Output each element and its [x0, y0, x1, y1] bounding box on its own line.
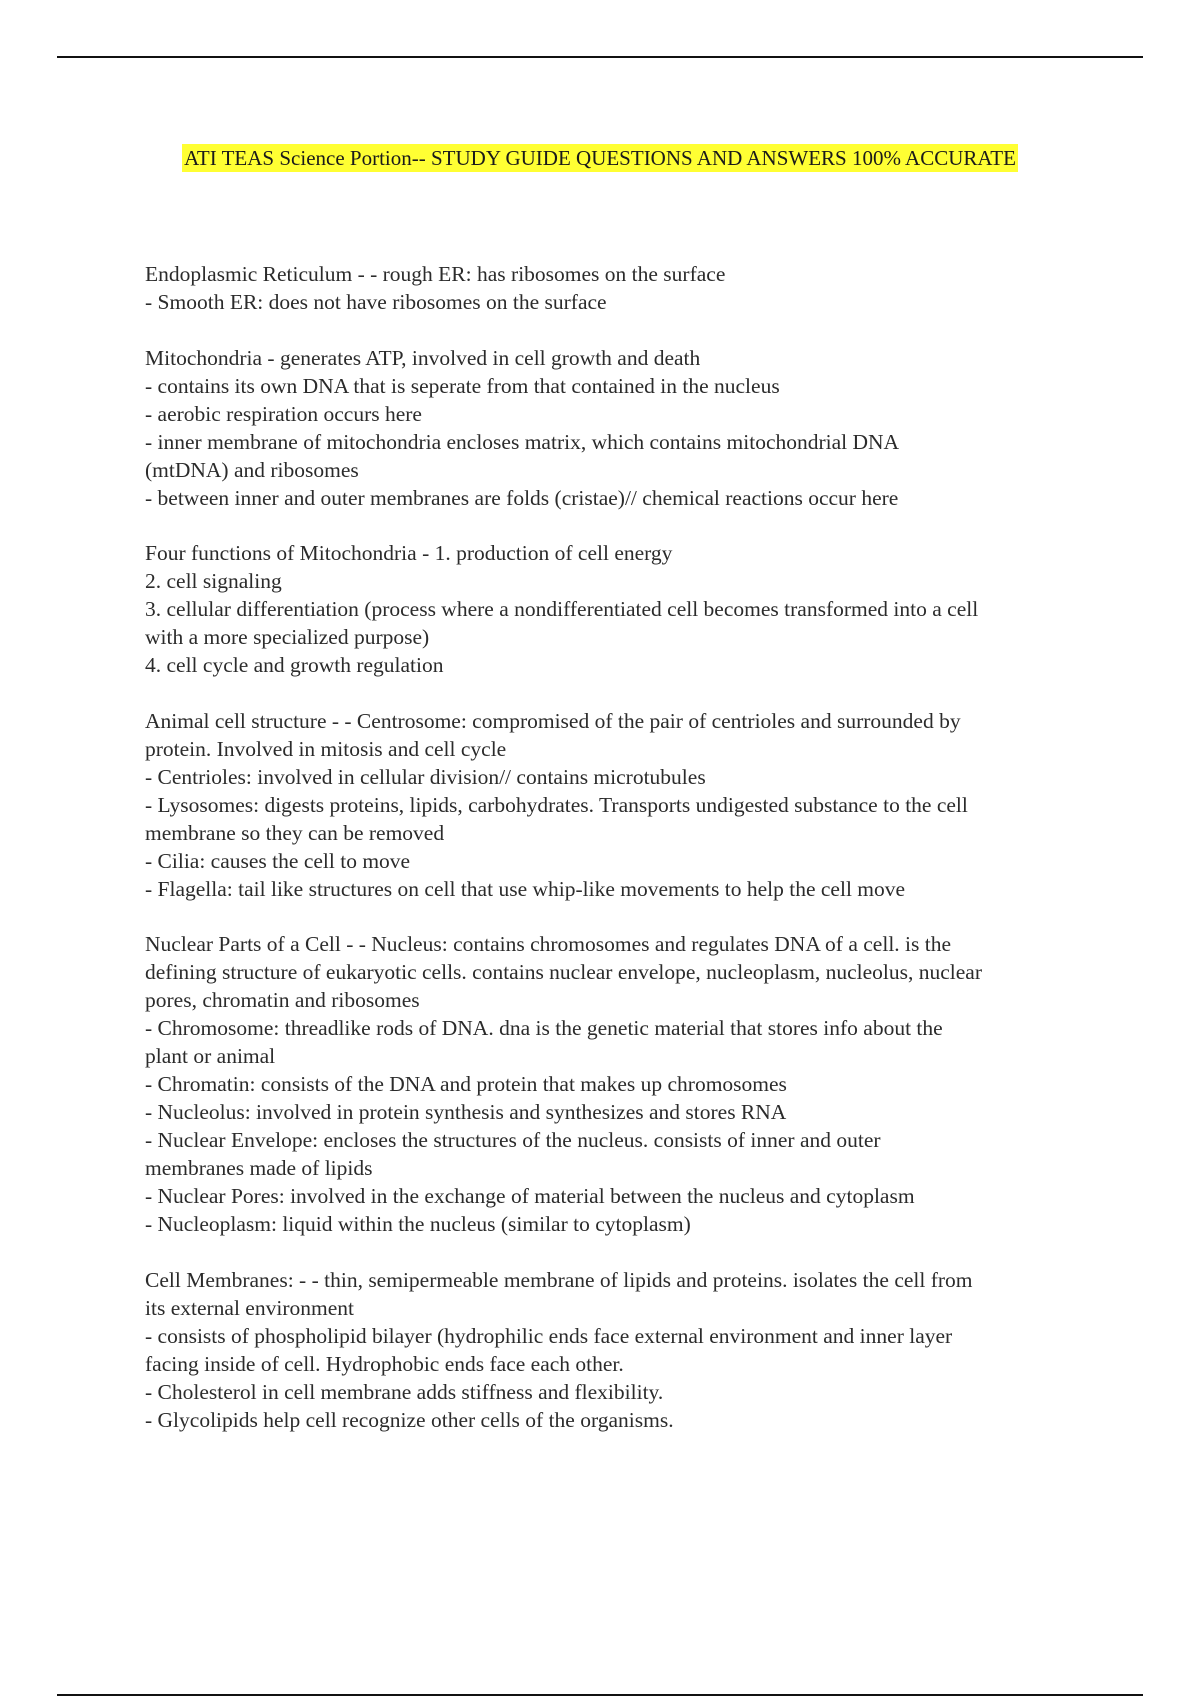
entry-line: - Cholesterol in cell membrane adds stiffness and flexibility. — [145, 1379, 664, 1404]
entry-line: facing inside of cell. Hydrophobic ends face each other. — [145, 1351, 624, 1376]
entry-line: - Nuclear Pores: involved in the exchange of material between the nucleus and cytoplasm — [145, 1184, 915, 1208]
entry-line: - Nucleoplasm: liquid within the nucleus (similar to cytoplasm) — [145, 1212, 691, 1236]
entry-line: Endoplasmic Reticulum - - rough ER: has ribosomes on the surface — [145, 262, 726, 286]
entry-line: membrane so they can be removed — [145, 820, 445, 845]
document-title-container — [0, 144, 1200, 172]
entry-line: with a more specialized purpose) — [145, 625, 430, 649]
entry-line: - Nuclear Envelope: encloses the structures of the nucleus. consists of inner and outer — [145, 1128, 881, 1152]
footer-rule — [57, 1694, 1143, 1696]
entry-line: - Lysosomes: digests proteins, lipids, carbohydrates. Transports undigested substance to the cell — [145, 792, 968, 817]
entry-nuclear-parts — [145, 930, 1100, 1238]
entry-cell-membranes — [145, 1266, 1100, 1434]
entry-line: Nuclear Parts of a Cell - - Nucleus: contains chromosomes and regulates DNA of a cell. is the — [145, 932, 952, 956]
entry-line: Cell Membranes: - - thin, semipermeable membrane of lipids and proteins. isolates the cell from — [145, 1267, 973, 1292]
document-title: ATI TEAS Science Portion-- STUDY GUIDE QUESTIONS AND ANSWERS 100% ACCURATE — [184, 146, 1016, 170]
header-rule — [57, 56, 1143, 58]
entry-mitochondria-functions — [145, 539, 1100, 679]
entry-line: Four functions of Mitochondria - 1. production of cell energy — [145, 541, 673, 565]
entry-line: - Smooth ER: does not have ribosomes on the surface — [145, 290, 607, 314]
entry-line: - Centrioles: involved in cellular division// contains microtubules — [145, 764, 706, 789]
entry-line: - Chromatin: consists of the DNA and protein that makes up chromosomes — [145, 1072, 787, 1096]
entry-line: 2. cell signaling — [145, 569, 282, 593]
entry-line: - Flagella: tail like structures on cell that use whip-like movements to help the cell move — [145, 876, 906, 901]
entry-line: - Nucleolus: involved in protein synthesis and synthesizes and stores RNA — [145, 1100, 787, 1124]
entry-line: - aerobic respiration occurs here — [145, 401, 422, 426]
entry-line: Animal cell structure - - Centrosome: compromised of the pair of centrioles and surrounded by — [145, 708, 961, 733]
entry-line: - inner membrane of mitochondria encloses matrix, which contains mitochondrial DNA — [145, 429, 900, 454]
entry-line: - Glycolipids help cell recognize other cells of the organisms. — [145, 1407, 674, 1432]
study-guide-content — [145, 260, 1100, 1461]
entry-animal-cell-structure — [145, 707, 1100, 903]
entry-line: 4. cell cycle and growth regulation — [145, 653, 444, 677]
entry-mitochondria — [145, 344, 1100, 512]
entry-line: - Chromosome: threadlike rods of DNA. dna is the genetic material that stores info about the — [145, 1016, 943, 1040]
entry-line: 3. cellular differentiation (process where a nondifferentiated cell becomes transformed into a cell — [145, 597, 979, 621]
entry-line: pores, chromatin and ribosomes — [145, 988, 420, 1012]
entry-line: - Cilia: causes the cell to move — [145, 848, 411, 873]
entry-line: plant or animal — [145, 1044, 276, 1068]
entry-line: Mitochondria - generates ATP, involved in cell growth and death — [145, 345, 701, 370]
entry-line: (mtDNA) and ribosomes — [145, 457, 359, 482]
entry-line: defining structure of eukaryotic cells. contains nuclear envelope, nucleoplasm, nucleolus, nuclear — [145, 960, 982, 984]
entry-line: - contains its own DNA that is seperate from that contained in the nucleus — [145, 373, 780, 398]
entry-endoplasmic-reticulum — [145, 260, 1100, 316]
entry-line: - between inner and outer membranes are folds (cristae)// chemical reactions occur here — [145, 485, 899, 510]
entry-line: protein. Involved in mitosis and cell cycle — [145, 736, 507, 761]
entry-line: membranes made of lipids — [145, 1156, 373, 1180]
entry-line: its external environment — [145, 1295, 354, 1320]
entry-line: - consists of phospholipid bilayer (hydrophilic ends face external environment and inner layer — [145, 1323, 953, 1348]
